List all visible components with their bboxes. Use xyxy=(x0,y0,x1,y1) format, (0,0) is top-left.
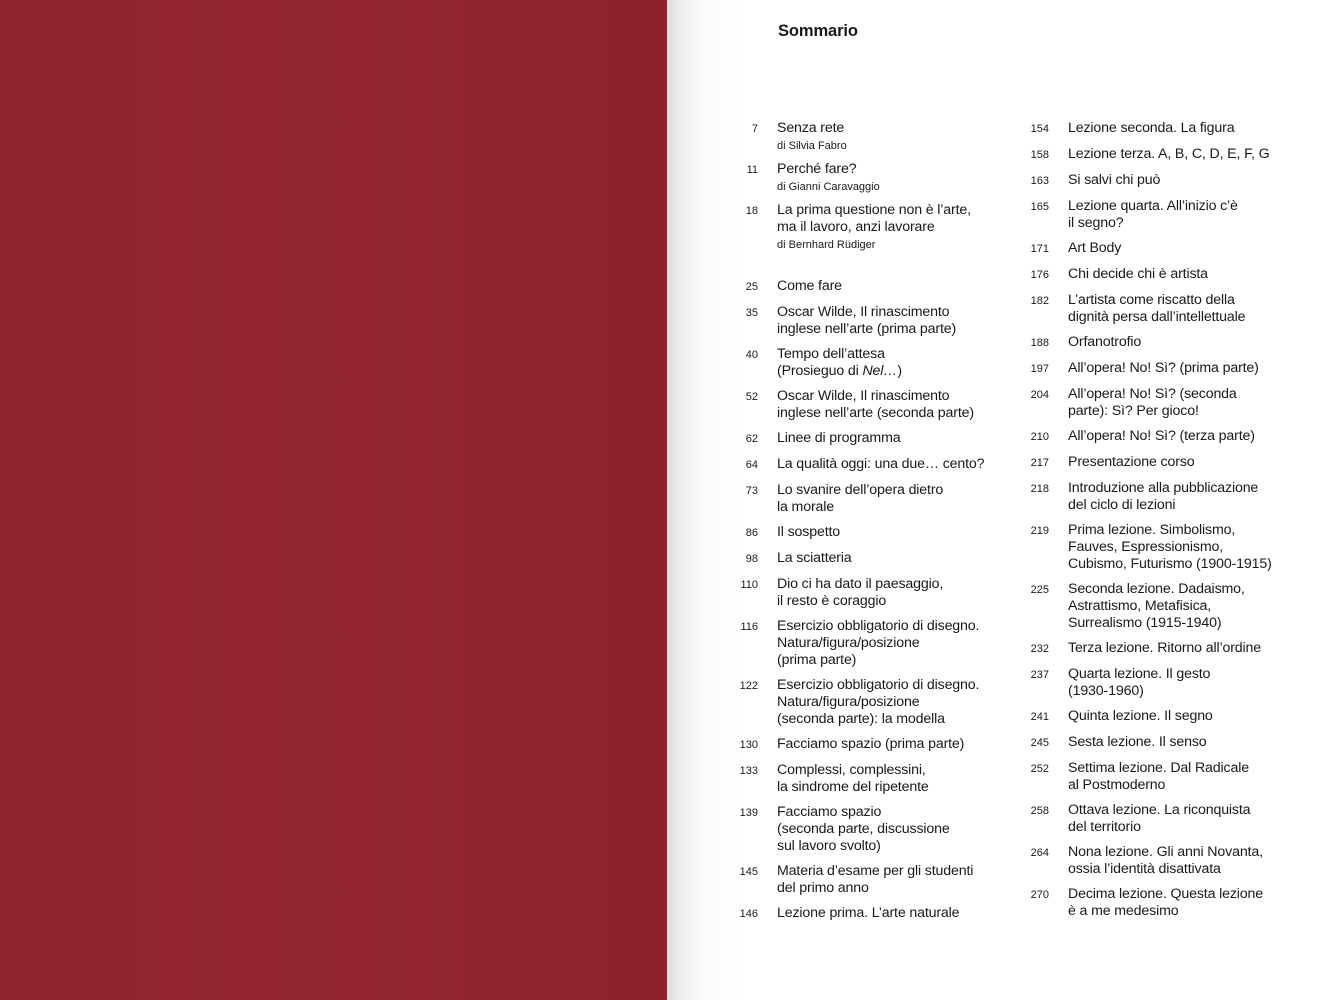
toc-entry xyxy=(1024,760,1289,794)
toc-entry xyxy=(733,388,1003,422)
page-number: 7 xyxy=(751,123,758,135)
page-number: 182 xyxy=(1030,295,1049,307)
section-gap xyxy=(733,260,1003,278)
page-number: 237 xyxy=(1030,669,1049,681)
toc-entry xyxy=(733,762,1003,796)
toc-entry xyxy=(1024,120,1289,138)
page-title: Sommario xyxy=(778,22,858,40)
toc-entry xyxy=(1024,640,1289,658)
page-number: 163 xyxy=(1030,175,1049,187)
entry-title: Facciamo spazio (seconda parte, discussione sul lavoro svolto) xyxy=(777,804,950,854)
toc-entry xyxy=(733,430,1003,448)
toc-entry xyxy=(1024,428,1289,446)
entry-title: Lezione seconda. La figura xyxy=(1068,120,1235,136)
page-number: 158 xyxy=(1030,149,1049,161)
toc-entry xyxy=(1024,240,1289,258)
page-number: 252 xyxy=(1030,763,1049,775)
toc-entry xyxy=(733,736,1003,754)
toc-column-right xyxy=(1024,120,1289,928)
toc-entry xyxy=(1024,266,1289,284)
toc-entry xyxy=(733,482,1003,516)
entry-title: Lezione terza. A, B, C, D, E, F, G xyxy=(1068,146,1270,162)
page-number: 219 xyxy=(1030,525,1049,537)
entry-title: All’opera! No! Sì? (seconda parte): Sì? Per gioco! xyxy=(1068,386,1237,419)
entry-title: Linee di programma xyxy=(777,430,901,446)
page-number: 176 xyxy=(1030,269,1049,281)
entry-title: Terza lezione. Ritorno all’ordine xyxy=(1068,640,1261,656)
entry-title: Settima lezione. Dal Radicale al Postmoderno xyxy=(1068,760,1249,793)
page-number: 11 xyxy=(746,164,758,176)
page-number: 122 xyxy=(739,680,758,692)
toc-entry xyxy=(1024,844,1289,878)
entry-title: Ottava lezione. La riconquista del territorio xyxy=(1068,802,1251,835)
toc-entry xyxy=(1024,386,1289,420)
page-number: 64 xyxy=(745,459,758,471)
page-number: 110 xyxy=(740,579,758,591)
toc-entry xyxy=(1024,886,1289,920)
toc-entry xyxy=(733,456,1003,474)
toc-entry xyxy=(733,804,1003,855)
entry-author: di Silvia Fabro xyxy=(777,140,847,152)
toc-entry xyxy=(733,524,1003,542)
toc-entry xyxy=(1024,802,1289,836)
entry-title: Si salvi chi può xyxy=(1068,172,1161,188)
entry-title: La qualità oggi: una due… cento? xyxy=(777,456,985,472)
toc-entry xyxy=(1024,454,1289,472)
page-number: 258 xyxy=(1030,805,1049,817)
entry-title: Oscar Wilde, Il rinascimento inglese nell’arte (seconda parte) xyxy=(777,388,974,421)
entry-title: Sesta lezione. Il senso xyxy=(1068,734,1207,750)
toc-entry xyxy=(1024,522,1289,573)
toc-entry xyxy=(733,304,1003,338)
toc-entry xyxy=(1024,581,1289,632)
entry-title: Decima lezione. Questa lezione è a me medesimo xyxy=(1068,886,1264,919)
page-number: 98 xyxy=(745,553,758,565)
entry-author: di Bernhard Rüdiger xyxy=(777,239,876,251)
page-number: 146 xyxy=(739,908,758,920)
page-number: 225 xyxy=(1030,584,1049,596)
page-number: 245 xyxy=(1030,737,1049,749)
entry-author: di Gianni Caravaggio xyxy=(777,181,880,193)
entry-title: Dio ci ha dato il paesaggio, il resto è coraggio xyxy=(777,576,944,609)
toc-entry xyxy=(733,905,1003,923)
page-number: 40 xyxy=(745,349,758,361)
page-number: 241 xyxy=(1030,711,1049,723)
entry-title: Come fare xyxy=(777,278,842,294)
toc-entry xyxy=(733,202,1003,252)
page-number: 171 xyxy=(1030,243,1049,255)
entry-title: Seconda lezione. Dadaismo, Astrattismo, Metafisica, Surrealismo (1915-1940) xyxy=(1068,581,1245,631)
entry-title: Presentazione corso xyxy=(1068,454,1195,470)
entry-title: Introduzione alla pubblicazione del ciclo di lezioni xyxy=(1068,480,1259,513)
entry-title: Esercizio obbligatorio di disegno. Natura/figura/posizione (prima parte) xyxy=(777,618,980,668)
entry-title: Facciamo spazio (prima parte) xyxy=(777,736,965,752)
entry-title: Nona lezione. Gli anni Novanta, ossia l’identità disattivata xyxy=(1068,844,1263,877)
entry-title: Orfanotrofio xyxy=(1068,334,1142,350)
toc-column-left xyxy=(733,120,1003,931)
entry-title: Lo svanire dell’opera dietro la morale xyxy=(777,482,944,515)
entry-title: Esercizio obbligatorio di disegno. Natura/figura/posizione (seconda parte): la modella xyxy=(777,677,980,727)
page-number: 62 xyxy=(745,433,758,445)
entry-title: Lezione quarta. All’inizio c’è il segno? xyxy=(1068,198,1238,231)
toc-entry xyxy=(1024,292,1289,326)
toc-entry xyxy=(733,278,1003,296)
entry-title: L’artista come riscatto della dignità persa dall’intellettuale xyxy=(1068,292,1246,325)
page-number: 130 xyxy=(739,739,758,751)
page-number: 210 xyxy=(1030,431,1049,443)
page-number: 139 xyxy=(739,807,758,819)
toc-entry xyxy=(1024,666,1289,700)
toc-entry xyxy=(733,550,1003,568)
entry-title: Materia d’esame per gli studenti del primo anno xyxy=(777,863,974,896)
page-number: 264 xyxy=(1030,847,1049,859)
entry-title: Oscar Wilde, Il rinascimento inglese nell’arte (prima parte) xyxy=(777,304,957,337)
page-number: 218 xyxy=(1030,483,1049,495)
toc-entry xyxy=(1024,146,1289,164)
entry-title: All’opera! No! Sì? (terza parte) xyxy=(1068,428,1255,444)
entry-title: Complessi, complessini, la sindrome del ripetente xyxy=(777,762,929,795)
page-number: 145 xyxy=(739,866,758,878)
toc-entry xyxy=(733,863,1003,897)
entry-title: Tempo dell’attesa (Prosieguo di Nel…) xyxy=(777,346,902,379)
toc-entry xyxy=(1024,334,1289,352)
page-number: 197 xyxy=(1030,363,1049,375)
page-number: 154 xyxy=(1030,123,1049,135)
page-number: 188 xyxy=(1030,337,1049,349)
entry-title: Il sospetto xyxy=(777,524,841,540)
page-number: 86 xyxy=(745,527,758,539)
toc-entry xyxy=(1024,734,1289,752)
toc-entry xyxy=(1024,198,1289,232)
entry-title: All’opera! No! Sì? (prima parte) xyxy=(1068,360,1259,376)
page-number: 73 xyxy=(745,485,758,497)
page-number: 52 xyxy=(745,391,758,403)
toc-entry xyxy=(1024,172,1289,190)
page-number: 217 xyxy=(1030,457,1049,469)
entry-title: Prima lezione. Simbolismo, Fauves, Espressionismo, Cubismo, Futurismo (1900-1915) xyxy=(1068,522,1272,572)
toc-entry xyxy=(733,618,1003,669)
page-number: 165 xyxy=(1030,201,1049,213)
entry-title: La sciatteria xyxy=(777,550,852,566)
page-number: 18 xyxy=(745,205,758,217)
entry-title: Senza rete xyxy=(777,120,845,136)
toc-entry xyxy=(733,161,1003,194)
entry-title: Art Body xyxy=(1068,240,1122,256)
page-number: 25 xyxy=(745,281,758,293)
entry-title: Quinta lezione. Il segno xyxy=(1068,708,1213,724)
entry-title: Lezione prima. L’arte naturale xyxy=(777,905,960,921)
toc-entry xyxy=(1024,480,1289,514)
toc-entry xyxy=(1024,708,1289,726)
entry-title: La prima questione non è l’arte, ma il lavoro, anzi lavorare xyxy=(777,202,971,235)
toc-entry xyxy=(733,346,1003,380)
page-number: 204 xyxy=(1030,389,1049,401)
toc-entry xyxy=(733,677,1003,728)
entry-title: Quarta lezione. Il gesto (1930-1960) xyxy=(1068,666,1211,699)
page-number: 270 xyxy=(1030,889,1049,901)
page-number: 35 xyxy=(745,307,758,319)
entry-title: Chi decide chi è artista xyxy=(1068,266,1208,282)
toc-entry xyxy=(1024,360,1289,378)
page-number: 232 xyxy=(1030,643,1049,655)
page-number: 133 xyxy=(739,765,758,777)
toc-entry xyxy=(733,120,1003,153)
page-number: 116 xyxy=(740,621,758,633)
entry-title: Perché fare? xyxy=(777,161,857,177)
toc-entry xyxy=(733,576,1003,610)
